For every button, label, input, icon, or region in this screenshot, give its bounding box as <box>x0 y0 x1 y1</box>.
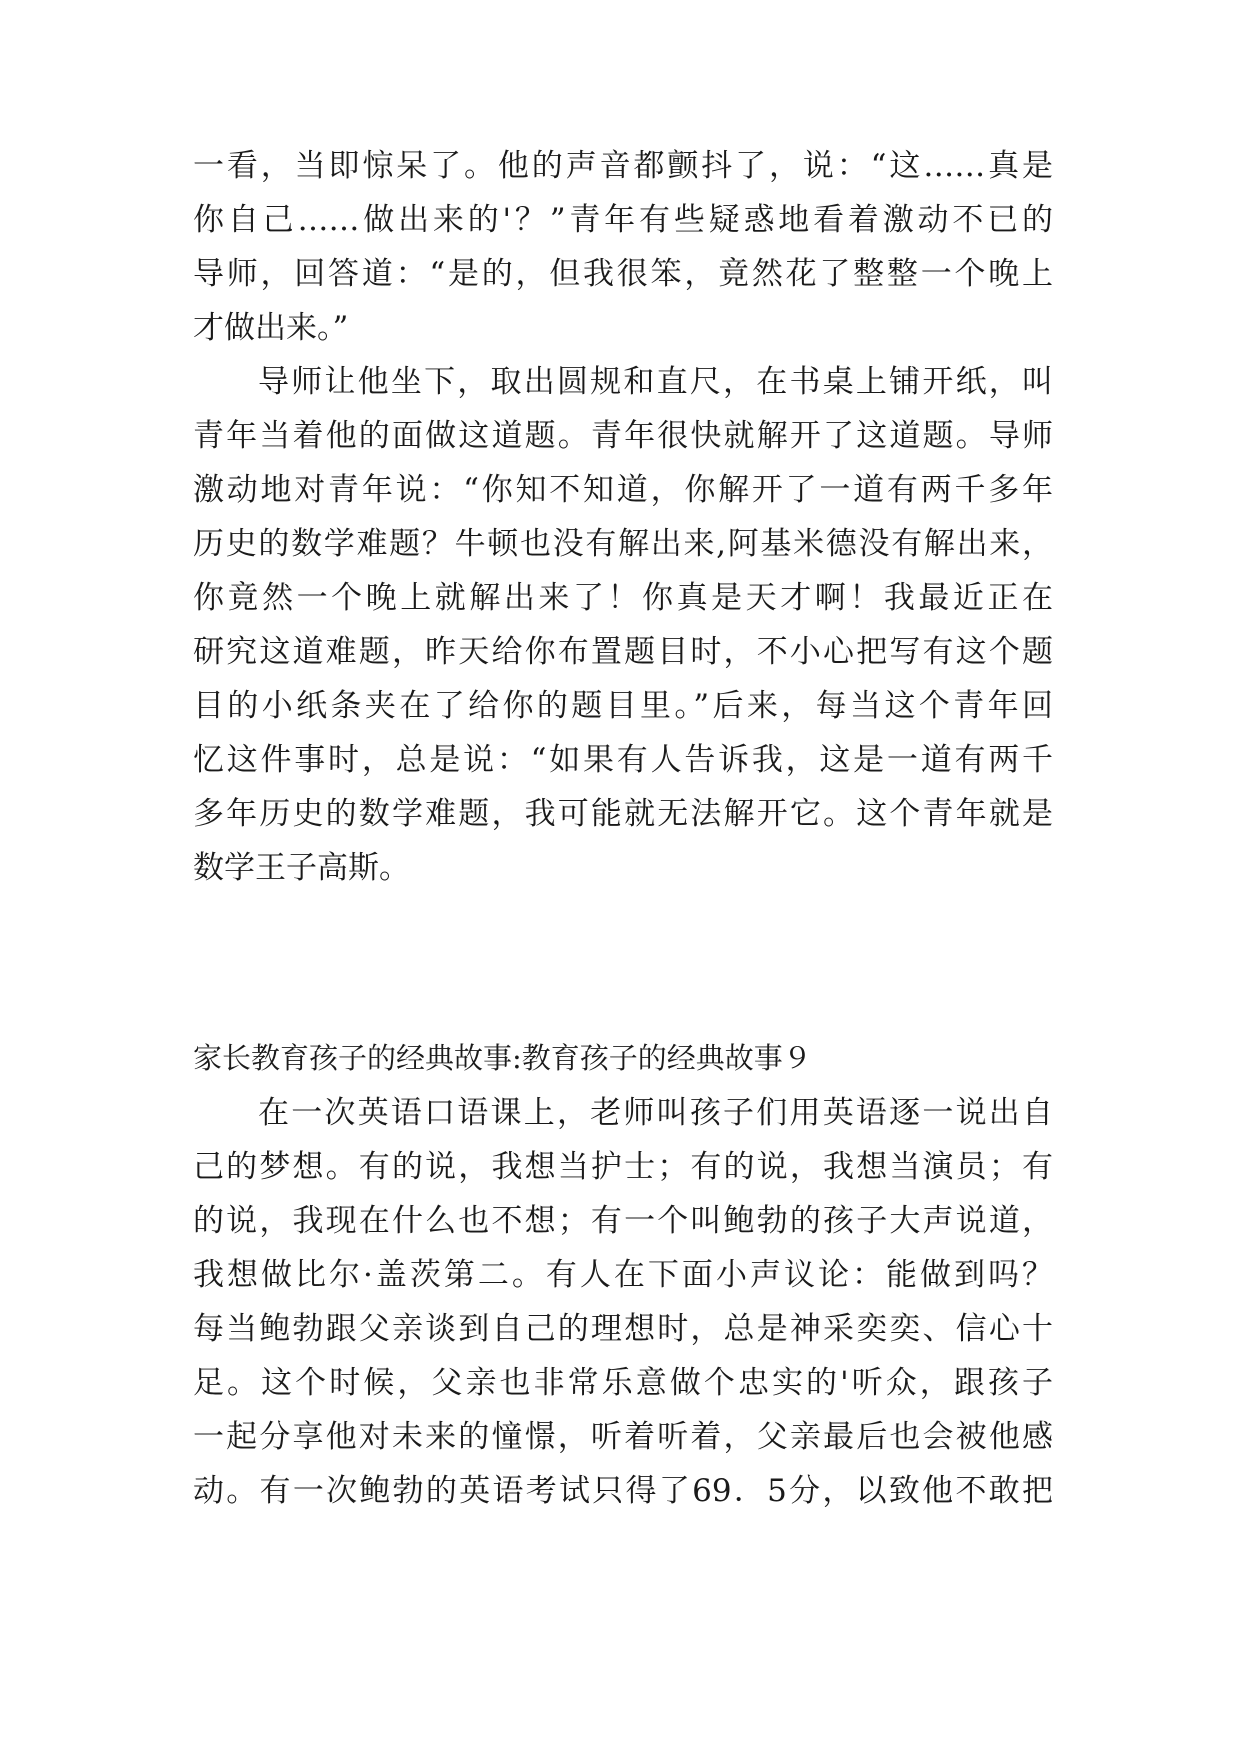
paragraph-line: 己的梦想。有的说，我想当护士；有的说，我想当演员；有 <box>193 1149 1053 1185</box>
paragraph-line: 激动地对青年说：“你知不知道，你解开了一道有两千多年 <box>193 472 1053 508</box>
paragraph-line: 一看，当即惊呆了。他的声音都颤抖了，说：“这……真是 <box>193 148 1053 184</box>
paragraph-line: 研究这道难题，昨天给你布置题目时，不小心把写有这个题 <box>193 634 1053 670</box>
paragraph-line: 足。这个时候，父亲也非常乐意做个忠实的'听众，跟孩子 <box>193 1365 1053 1401</box>
paragraph-line: 忆这件事时，总是说：“如果有人告诉我，这是一道有两千 <box>193 742 1053 778</box>
paragraph-line: 一起分享他对未来的憧憬，听着听着，父亲最后也会被他感 <box>193 1419 1053 1455</box>
paragraph-line: 动。有一次鲍勃的英语考试只得了69．5分，以致他不敢把 <box>193 1473 1053 1509</box>
paragraph-line: 历史的数学难题？牛顿也没有解出来,阿基米德没有解出来， <box>193 526 1053 562</box>
paragraph-line: 的说，我现在什么也不想；有一个叫鲍勃的孩子大声说道， <box>193 1203 1053 1239</box>
paragraph-line: 在一次英语口语课上，老师叫孩子们用英语逐一说出自 <box>258 1095 1053 1131</box>
paragraph-line: 你竟然一个晚上就解出来了！你真是天才啊！我最近正在 <box>193 580 1053 616</box>
paragraph-line: 青年当着他的面做这道题。青年很快就解开了这道题。导师 <box>193 418 1053 454</box>
paragraph-line: 数学王子高斯。 <box>193 850 410 886</box>
paragraph-line: 多年历史的数学难题，我可能就无法解开它。这个青年就是 <box>193 796 1053 832</box>
paragraph-line: 目的小纸条夹在了给你的题目里。”后来，每当这个青年回 <box>193 688 1053 724</box>
paragraph-line: 导师，回答道：“是的，但我很笨，竟然花了整整一个晚上 <box>193 256 1053 292</box>
paragraph-line: 你自己……做出来的'？”青年有些疑惑地看着激动不已的 <box>193 202 1053 238</box>
paragraph-line: 我想做比尔·盖茨第二。有人在下面小声议论：能做到吗？ <box>193 1257 1053 1293</box>
paragraph-line: 导师让他坐下，取出圆规和直尺，在书桌上铺开纸，叫 <box>258 364 1053 400</box>
section-heading: 家长教育孩子的经典故事:教育孩子的经典故事９ <box>193 1041 812 1075</box>
paragraph-line: 每当鲍勃跟父亲谈到自己的理想时，总是神采奕奕、信心十 <box>193 1311 1053 1347</box>
paragraph-line: 才做出来。” <box>193 310 349 346</box>
